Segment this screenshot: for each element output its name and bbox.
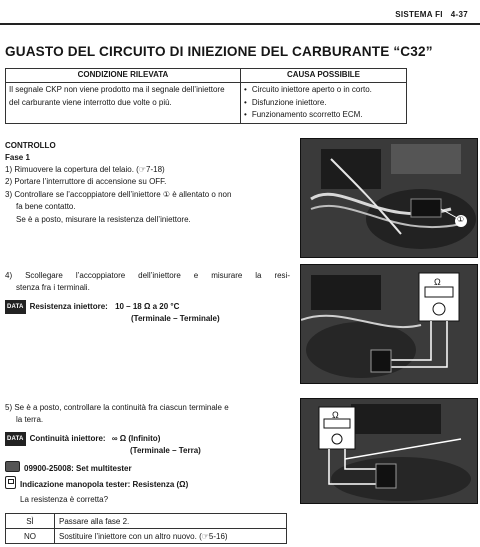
resistance-spec: [5, 300, 179, 314]
step-3-cont: fa bene contatto.: [16, 202, 76, 211]
tester-dial-icon: [5, 476, 16, 489]
continuity-spec: [5, 432, 160, 446]
page-number: 4-37: [450, 10, 468, 19]
coupler-callout: ①: [457, 215, 465, 224]
data-badge: DATA: [5, 300, 26, 314]
photo-2-illustration: [301, 265, 477, 383]
section-header: [395, 10, 468, 19]
answer-yes-action: Passare alla fase 2.: [55, 514, 287, 529]
step-3-note: Se è a posto, misurare la resistenza dell’iniettore.: [16, 215, 191, 224]
photo-resistance-check: [300, 264, 478, 384]
ohm-symbol: Ω: [332, 410, 339, 420]
answer-yes: SÌ: [6, 514, 55, 529]
step-5: 5) Se è a posto, controllare la continuità fra ciascun terminale e: [5, 403, 229, 412]
phase-label: Fase 1: [5, 153, 30, 162]
photo-injector-coupler: [300, 138, 478, 258]
tester-setting-line: [5, 476, 188, 491]
ohm-symbol: Ω: [434, 277, 441, 287]
resistance-label: Resistenza iniettore:: [29, 302, 108, 311]
resistance-value: 10 – 18 Ω a 20 °C: [115, 302, 180, 311]
cause-item: • Circuito iniettore aperto o in corto.: [244, 84, 403, 97]
step-1: 1) Rimuovere la copertura del telaio. (☞7-18): [5, 165, 165, 174]
resistance-terminals: (Terminale – Terminale): [131, 314, 220, 323]
section-name: SISTEMA FI: [395, 10, 443, 19]
answer-no-action: Sostituire l’iniettore con un altro nuovo. (☞5-16): [55, 529, 287, 544]
page-title: GUASTO DEL CIRCUITO DI INIEZIONE DEL CARBURANTE “C32”: [5, 44, 433, 59]
detected-condition: Il segnale CKP non viene prodotto ma il segnale dell’iniettore del carburante viene interrotto due volte o più.: [6, 83, 241, 124]
tester-setting: Indicazione manopola tester: Resistenza (Ω): [20, 480, 189, 489]
data-badge: DATA: [5, 432, 26, 446]
photo-1-illustration: [301, 139, 477, 257]
condition-column-header: CONDIZIONE RILEVATA: [6, 69, 241, 83]
photo-continuity-check: [300, 398, 478, 504]
header-rule: [0, 23, 480, 25]
step-3: 3) Controllare se l’accoppiatore dell’iniettore ① è allentato o non: [5, 190, 232, 199]
step-5-cont: la terra.: [16, 415, 44, 424]
answer-table: [5, 513, 287, 544]
answer-no: NO: [6, 529, 55, 544]
continuity-label: Continuità iniettore:: [29, 434, 106, 443]
step-4: 4) Scollegare l’accoppiatore dell’iniettore e misurare la resi-: [5, 271, 290, 280]
step-4-cont: stenza fra i terminali.: [16, 283, 90, 292]
question: La resistenza è corretta?: [20, 495, 109, 504]
continuity-terminals: (Terminale – Terra): [130, 446, 201, 455]
cause-item: • Disfunzione iniettore.: [244, 97, 403, 110]
condition-table: [5, 68, 407, 124]
tool-line: [5, 461, 132, 475]
continuity-value: ∞ Ω (Infinito): [111, 434, 161, 443]
tool-number: 09900-25008: Set multitester: [24, 464, 132, 473]
cause-item: • Funzionamento scorretto ECM.: [244, 109, 403, 122]
possible-causes: [241, 83, 407, 124]
photo-3-illustration: [301, 399, 477, 503]
control-heading: CONTROLLO: [5, 141, 56, 150]
step-2: 2) Portare l’interruttore di accensione su OFF.: [5, 177, 167, 186]
cause-column-header: CAUSA POSSIBILE: [241, 69, 407, 83]
multitester-icon: [5, 461, 20, 472]
